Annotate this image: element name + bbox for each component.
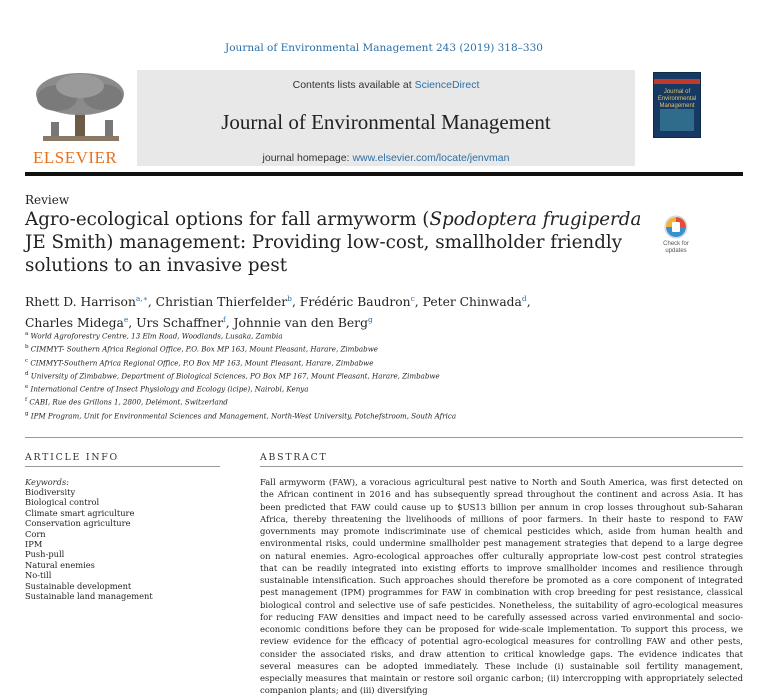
author-sup[interactable]: d: [521, 294, 527, 303]
author-sup[interactable]: g: [367, 315, 373, 325]
keyword: Natural enemies: [25, 559, 95, 570]
keyword: Climate smart agriculture: [25, 507, 135, 518]
article-title: Agro-ecological options for fall armyworm (Spodoptera frugiperda JE Smith) management: Providing low-cost, smallholder friendly solutions to an invasive pest: [25, 209, 642, 276]
journal-banner: [137, 70, 635, 166]
keyword: Biological control: [25, 497, 100, 508]
abstract-rule: [260, 466, 743, 467]
contents-prefix: Contents lists available at: [292, 79, 415, 91]
journal-homepage-link[interactable]: www.elsevier.com/locate/jenvman: [352, 152, 510, 164]
affiliation: $^a$ World Agroforestry Centre, 13 Elm Road, Woodlands, Lusaka, Zambia: [25, 331, 283, 341]
keywords-label: Keywords:: [25, 477, 70, 487]
article-info-heading: ARTICLE INFO: [25, 452, 119, 463]
abstract-text: Fall armyworm (FAW), a voracious agricultural pest native to North and South America, was first detected on the African continent in 2016 and has subsequently spread throughout the continent and across Asia. It has been predicted that FAW could cause up to $US13 billion per annum in crop losses throughout sub-Saharan Africa, thereby threatening the livelihoods of millions of poor farmers. In their haste to respond to FAW governments may promote indiscriminate use of chemical pesticides which, aside from human health and environmental risks, could undermine smallholder pest management strategies that depend to a large degree on natural enemies. Agro-ecological approaches offer culturally appropriate low-cost pest control strategies that can be readily integrated into existing efforts to improve smallholder incomes and resilience through sustainable intensification. Such approaches should therefore be promoted as a core component of integrated pest management (IPM) programmes for FAW in combination with crop breeding for pest resistance, classical biological control and selective use of safe pesticides. Nonetheless, the suitability of agro-ecological measures for reducing FAW densities and impact need to be carefully assessed across varied environmental and socio-economic conditions before they can be proposed for wide-scale implementation. To support this process, we review evidence for the efficacy of potential agro-ecological measures for controlling FAW and other pests, consider the associated risks, and draw attention to critical knowledge gaps. The evidence indicates that several measures can be adopted immediately. These include (i) sustainable soil fertility management, especially measures that maintain or restore soil organic carbon; (ii) intercropping with appropriately selected companion plants; and (iii) diversifying: [260, 477, 743, 696]
keyword: No-till: [25, 570, 52, 581]
author[interactable]: Urs Schaffner$^f$: [136, 315, 226, 331]
affiliation: $^c$ CIMMYT-Southern Africa Regional Office, P.O Box MP 163, Mount Pleasant, Harare, Zimbabwe: [25, 357, 374, 367]
keyword: Sustainable land management: [25, 591, 153, 602]
affiliation: $^e$ International Centre of Insect Physiology and Ecology (icipe), Nairobi, Kenya: [25, 384, 309, 394]
affiliation: $^f$ CABI, Rue des Grillons 1, 2800, Delémont, Switzerland: [25, 397, 228, 407]
contents-line: [137, 79, 635, 91]
author-sup[interactable]: b: [287, 294, 292, 303]
author-sup[interactable]: e: [123, 315, 129, 325]
keyword: Conservation agriculture: [25, 518, 131, 529]
cover-photo: [660, 109, 694, 131]
affiliations: [25, 329, 743, 422]
sciencedirect-link[interactable]: ScienceDirect: [414, 79, 480, 91]
check-updates-icon: [656, 214, 696, 242]
elsevier-logo[interactable]: [25, 70, 135, 166]
abstract-heading: ABSTRACT: [260, 452, 328, 463]
affiliation: $^g$ IPM Program, Unit for Environmental Sciences and Management, North-West University, Potchefstroom, South Africa: [25, 410, 457, 420]
author-sup[interactable]: a,∗: [135, 294, 148, 303]
homepage-line: [137, 152, 635, 164]
author-list: Rhett D. Harrison$^{a,∗}$, Christian Thierfelder$^b$, Frédéric Baudron$^c$, Peter Chinwada$^d$, Charles Midega$^e$, Urs Schaffner$^f$, Johnnie van den Berg$^g$: [25, 294, 531, 331]
homepage-prefix: journal homepage:: [262, 152, 353, 164]
author[interactable]: Charles Midega$^e$: [25, 315, 129, 331]
author[interactable]: Christian Thierfelder$^b$: [155, 294, 292, 310]
keyword: Sustainable development: [25, 580, 132, 591]
publisher-name: ELSEVIER: [33, 148, 118, 167]
species-name: Spodoptera frugiperda: [429, 209, 642, 230]
journal-citation[interactable]: Journal of Environmental Management 243 (2019) 318–330: [225, 42, 543, 54]
keyword: Corn: [25, 528, 46, 539]
affiliation: $^d$ University of Zimbabwe, Department of Biological Sciences, PO Box MP 167, Mount Pleasant, Harare, Zimbabwe: [25, 370, 440, 381]
author[interactable]: Johnnie van den Berg$^g$: [233, 315, 373, 331]
author[interactable]: Peter Chinwada$^d$: [422, 294, 527, 310]
check-for-updates-badge[interactable]: [656, 214, 696, 256]
keywords-list: [25, 487, 153, 601]
author-sup[interactable]: f: [222, 315, 226, 325]
author[interactable]: Frédéric Baudron$^c$: [299, 294, 415, 310]
affiliation: $^b$ CIMMYT- Southern Africa Regional Office, P.O. Box MP 163, Mount Pleasant, Harare, Zimbabwe: [25, 344, 378, 354]
keyword: Push-pull: [25, 549, 65, 560]
article-info-rule: [25, 466, 220, 467]
author-sup[interactable]: c: [410, 294, 415, 303]
section-divider: [25, 437, 743, 438]
journal-title[interactable]: Journal of Environmental Management: [221, 110, 551, 134]
keyword: Biodiversity: [25, 487, 76, 497]
masthead: [25, 70, 743, 166]
masthead-divider: [25, 172, 743, 176]
article-type: Review: [25, 193, 70, 207]
badge-label: Check for updates: [663, 241, 689, 254]
author[interactable]: Rhett D. Harrison$^{a,∗}$: [25, 294, 148, 310]
cover-band: [654, 79, 700, 84]
cover-title: Journal of Environmental Management: [657, 89, 697, 109]
journal-cover-image[interactable]: [653, 72, 701, 138]
elsevier-tree-icon: [25, 70, 135, 148]
keyword: IPM: [25, 539, 43, 550]
